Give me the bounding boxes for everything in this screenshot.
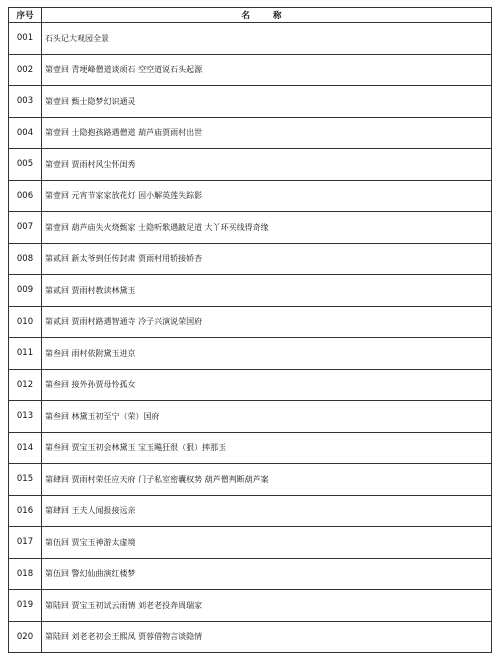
row-number: 006 — [9, 180, 42, 212]
row-number: 004 — [9, 117, 42, 149]
row-number: 005 — [9, 149, 42, 181]
row-title: 第叁回 接外孙贾母怜孤女 — [42, 369, 492, 401]
row-number: 012 — [9, 369, 42, 401]
table-row — [9, 23, 492, 55]
row-number: 014 — [9, 432, 42, 464]
row-title: 第贰回 新太爷到任传封肃 贾雨村用轿接娇杏 — [42, 243, 492, 275]
row-title: 石头记大观园全景 — [42, 23, 492, 55]
row-title: 第伍回 贾宝玉神游太虚境 — [42, 527, 492, 559]
header-name: 名 称 — [42, 8, 492, 23]
row-title: 第陆回 刘老老初会王熙凤 贾蓉借物言谈隐情 — [42, 621, 492, 653]
row-title: 第贰回 贾雨村教读林黛玉 — [42, 275, 492, 307]
table-row — [9, 590, 492, 622]
row-title: 第肆回 王夫人闻报接远亲 — [42, 495, 492, 527]
row-number: 015 — [9, 464, 42, 496]
table-row — [9, 212, 492, 244]
row-title: 第壹回 甄士隐梦幻识通灵 — [42, 86, 492, 118]
row-number: 011 — [9, 338, 42, 370]
table-row — [9, 306, 492, 338]
table-row — [9, 149, 492, 181]
table-row — [9, 621, 492, 653]
table-row — [9, 86, 492, 118]
row-number: 020 — [9, 621, 42, 653]
row-number: 001 — [9, 23, 42, 55]
header-row — [9, 8, 492, 23]
row-title: 第叁回 林黛玉初至宁（荣）国府 — [42, 401, 492, 433]
row-title: 第壹回 元宵节家家放花灯 因小解英莲失踪影 — [42, 180, 492, 212]
row-title: 第壹回 贾雨村风尘怀闺秀 — [42, 149, 492, 181]
row-number: 007 — [9, 212, 42, 244]
row-number: 009 — [9, 275, 42, 307]
table-row — [9, 495, 492, 527]
row-number: 002 — [9, 54, 42, 86]
table-body — [9, 23, 492, 653]
row-title: 第伍回 警幻仙曲演红楼梦 — [42, 558, 492, 590]
table-row — [9, 464, 492, 496]
row-title: 第陆回 贾宝玉初试云雨情 刘老老投奔周瑞家 — [42, 590, 492, 622]
row-number: 016 — [9, 495, 42, 527]
row-title: 第壹回 士隐抱孩路遇僧道 葫芦庙贾雨村出世 — [42, 117, 492, 149]
row-title: 第叁回 雨村依附黛玉进京 — [42, 338, 492, 370]
row-title: 第肆回 贾雨村荣任应天府 门子私室密囊权势 葫芦僧判断葫芦案 — [42, 464, 492, 496]
row-number: 003 — [9, 86, 42, 118]
table-row — [9, 527, 492, 559]
row-number: 013 — [9, 401, 42, 433]
row-number: 017 — [9, 527, 42, 559]
table-row — [9, 275, 492, 307]
catalog-table — [8, 7, 492, 653]
row-number: 008 — [9, 243, 42, 275]
table-row — [9, 401, 492, 433]
table-row — [9, 369, 492, 401]
row-title: 第贰回 贾雨村路遇智通寺 冷子兴演说荣国府 — [42, 306, 492, 338]
row-number: 010 — [9, 306, 42, 338]
row-number: 019 — [9, 590, 42, 622]
table-row — [9, 243, 492, 275]
table-row — [9, 558, 492, 590]
table-row — [9, 54, 492, 86]
header-no: 序号 — [9, 8, 42, 23]
row-title: 第壹回 青埂峰僧道谈顽石 空空道说石头起源 — [42, 54, 492, 86]
table-row — [9, 338, 492, 370]
table-row — [9, 117, 492, 149]
row-title: 第壹回 葫芦庙失火烧甄家 士隐听歌遇跛足道 大丫环买线得奇缘 — [42, 212, 492, 244]
table-row — [9, 180, 492, 212]
table-row — [9, 432, 492, 464]
row-title: 第叁回 贾宝玉初会林黛玉 宝玉飚狂很（狠）摔那玉 — [42, 432, 492, 464]
row-number: 018 — [9, 558, 42, 590]
